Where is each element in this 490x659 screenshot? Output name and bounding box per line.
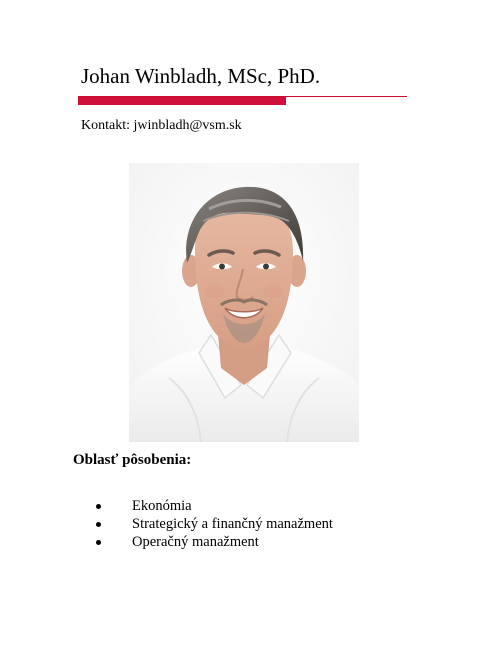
profile-photo — [129, 163, 359, 442]
title-accent-bar — [78, 97, 286, 105]
list-item-label: Ekonómia — [132, 498, 192, 514]
bullet-icon — [96, 522, 101, 527]
list-item — [0, 497, 490, 515]
contact-email: Kontakt: jwinbladh@vsm.sk — [81, 118, 242, 133]
expertise-list — [0, 497, 490, 551]
list-item — [0, 533, 490, 551]
bullet-icon — [96, 540, 101, 545]
list-item-label: Operačný manažment — [132, 534, 259, 550]
section-heading: Oblasť pôsobenia: — [73, 452, 192, 468]
page-title: Johan Winbladh, MSc, PhD. — [81, 64, 321, 88]
list-item — [0, 515, 490, 533]
bullet-icon — [96, 504, 101, 509]
list-item-label: Strategický a finančný manažment — [132, 516, 333, 532]
